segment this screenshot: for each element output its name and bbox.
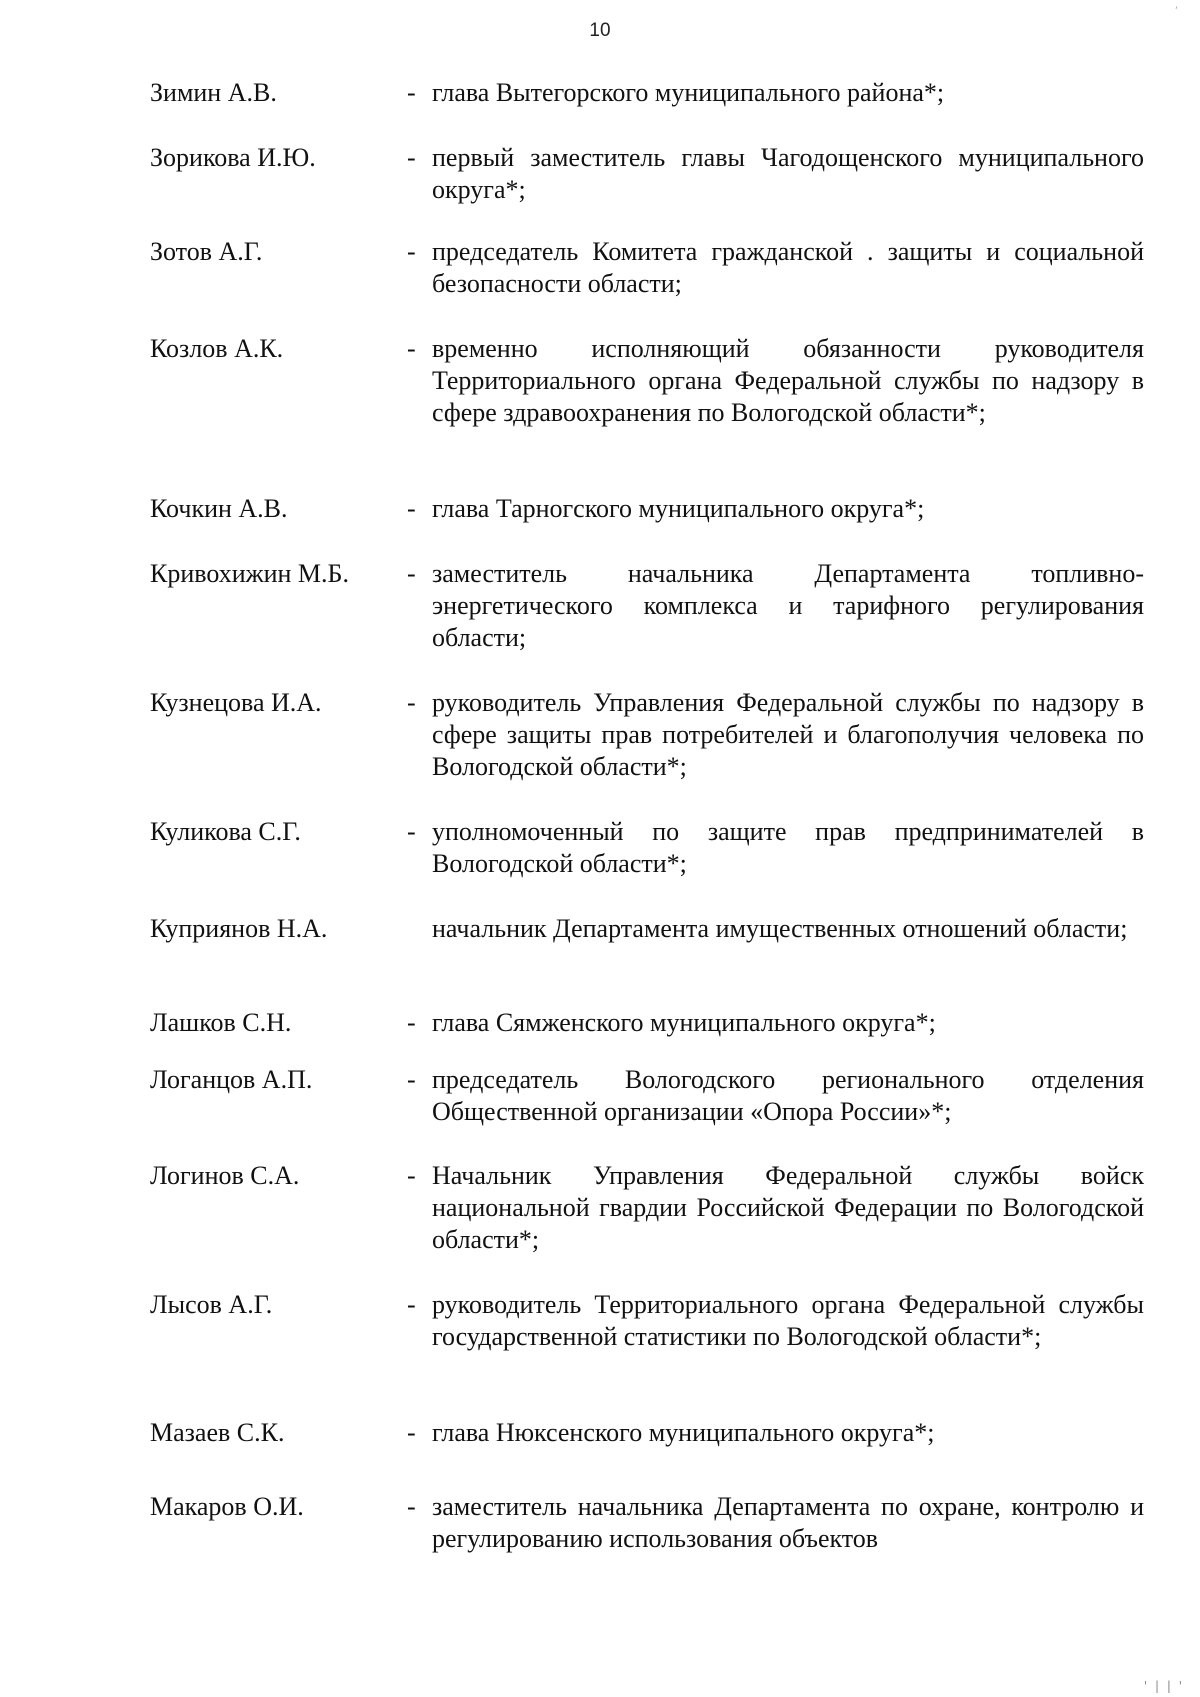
position-description: временно исполняющий обязанности руководителя Территориального органа Федеральной службы по надзору в сфере здравоохранения по Вологодской области*; bbox=[432, 334, 1144, 427]
dash: - bbox=[407, 143, 416, 172]
person-name: Мазаев С.К. bbox=[150, 1418, 285, 1447]
person-name: Куликова С.Г. bbox=[150, 817, 301, 846]
position-description: руководитель Управления Федеральной службы по надзору в сфере защиты прав потребителей и благополучия человека по Вологодской области*; bbox=[432, 688, 1144, 781]
person-name: Кривохижин М.Б. bbox=[150, 559, 349, 588]
person-name: Лысов А.Г. bbox=[150, 1290, 273, 1319]
person-name: Зорикова И.Ю. bbox=[150, 143, 316, 172]
dash: - bbox=[407, 1065, 416, 1094]
person-name: Кузнецова И.А. bbox=[150, 688, 322, 717]
dash: - bbox=[407, 1008, 416, 1037]
page-number: 10 bbox=[589, 20, 611, 41]
person-name: Козлов А.К. bbox=[150, 334, 284, 363]
position-description: председатель Вологодского регионального отделения Общественной организации «Опора России»*; bbox=[432, 1065, 1144, 1126]
dash: - bbox=[407, 1161, 416, 1190]
person-name: Макаров О.И. bbox=[150, 1492, 304, 1521]
position-description: глава Нюксенского муниципального округа*; bbox=[432, 1418, 935, 1447]
person-name: Зимин А.В. bbox=[150, 78, 277, 107]
position-description: Начальник Управления Федеральной службы войск национальной гвардии Российской Федерации по Вологодской области*; bbox=[432, 1161, 1144, 1254]
dash: - bbox=[407, 1290, 416, 1319]
person-name: Кочкин А.В. bbox=[150, 494, 288, 523]
position-description: заместитель начальника Департамента топливно-энергетического комплекса и тарифного регулирования области; bbox=[432, 559, 1144, 652]
dash: - bbox=[407, 78, 416, 107]
person-name: Куприянов Н.А. bbox=[150, 914, 328, 943]
position-description: глава Тарногского муниципального округа*; bbox=[432, 494, 925, 523]
dash: - bbox=[407, 1418, 416, 1447]
position-description: первый заместитель главы Чагодощенского муниципального округа*; bbox=[432, 143, 1144, 204]
person-name: Логанцов А.П. bbox=[150, 1065, 313, 1094]
position-description: председатель Комитета гражданской . защиты и социальной безопасности области; bbox=[432, 237, 1144, 298]
dash: - bbox=[407, 1492, 416, 1521]
dash: - bbox=[407, 237, 416, 266]
person-name: Лашков С.Н. bbox=[150, 1008, 292, 1037]
person-name: Логинов С.А. bbox=[150, 1161, 300, 1190]
scan-artifact-top: , bbox=[1174, 0, 1180, 11]
position-description: глава Сямженского муниципального округа*; bbox=[432, 1008, 936, 1037]
position-description: глава Вытегорского муниципального района*; bbox=[432, 78, 945, 107]
dash: - bbox=[407, 559, 416, 588]
dash: - bbox=[407, 688, 416, 717]
person-name: Зотов А.Г. bbox=[150, 237, 263, 266]
dash: - bbox=[407, 334, 416, 363]
scan-artifact-bottom: ' | | ' bbox=[1143, 1679, 1184, 1693]
position-description: начальник Департамента имущественных отношений области; bbox=[432, 914, 1128, 943]
position-description: уполномоченный по защите прав предпринимателей в Вологодской области*; bbox=[432, 817, 1144, 878]
dash: - bbox=[407, 817, 416, 846]
dash: - bbox=[407, 494, 416, 523]
position-description: заместитель начальника Департамента по охране, контролю и регулированию использования объектов bbox=[432, 1492, 1144, 1553]
position-description: руководитель Территориального органа Федеральной службы государственной статистики по Вологодской области*; bbox=[432, 1290, 1144, 1351]
